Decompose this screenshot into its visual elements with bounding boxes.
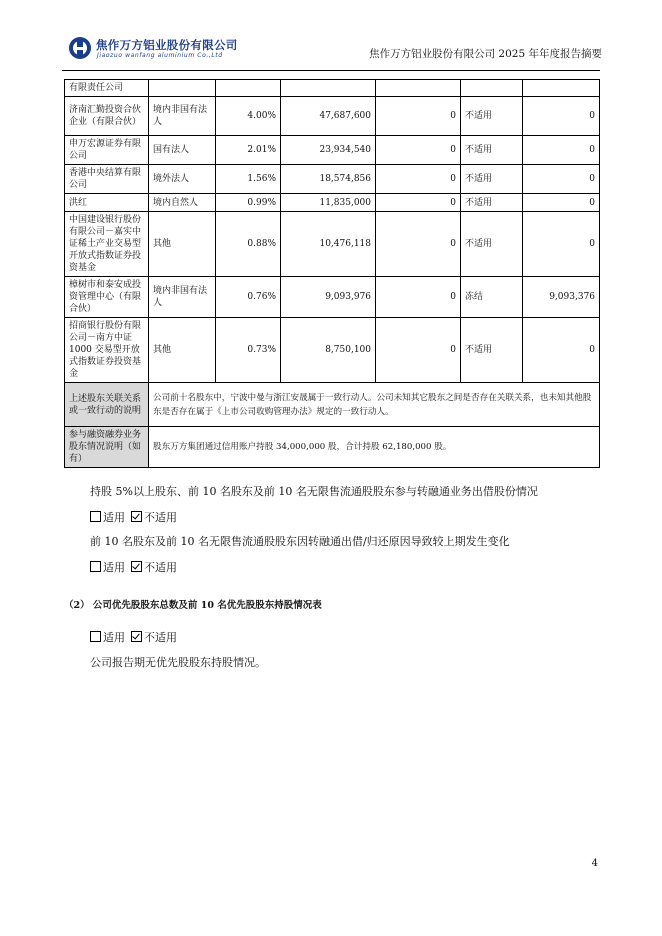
note-label: 参与融资融券业务股东情况说明（如有） xyxy=(65,427,149,468)
cell-restricted: 0 xyxy=(376,136,461,165)
checkbox-not-applicable-checked[interactable] xyxy=(131,511,142,522)
note-text: 股东万方集团通过信用账户持股 34,000,000 股，合计持股 62,180,000 股。 xyxy=(149,427,600,468)
cell-restricted: 0 xyxy=(376,212,461,277)
document-title: 焦作万方铝业股份有限公司 2025 年年度报告摘要 xyxy=(369,48,602,60)
cell-type: 国有法人 xyxy=(149,136,216,165)
cell-status: 不适用 xyxy=(461,97,523,136)
cell-qty: 0 xyxy=(523,318,600,383)
paragraph-no-preferred: 公司报告期无优先股股东持股情况。 xyxy=(90,656,266,669)
cell-qty: 9,093,376 xyxy=(523,277,600,318)
cell-pct: 2.01% xyxy=(216,136,281,165)
cell-pct xyxy=(216,80,281,97)
applicable-label: 适用 xyxy=(103,631,125,644)
table-row xyxy=(65,165,600,194)
cell-status: 不适用 xyxy=(461,165,523,194)
note-text: 公司前十名股东中，宁波中曼与浙江安晟属于一致行动人。公司未知其它股东之间是否存在关联关系，也未知其他股东是否存在属于《上市公司收购管理办法》规定的一致行动人。 xyxy=(149,383,600,427)
table-row xyxy=(65,277,600,318)
cell-status xyxy=(461,80,523,97)
cell-type: 境内非国有法人 xyxy=(149,277,216,318)
cell-shares: 8,750,100 xyxy=(281,318,376,383)
header-divider xyxy=(62,70,600,71)
cell-restricted xyxy=(376,80,461,97)
cell-restricted: 0 xyxy=(376,194,461,212)
cell-qty: 0 xyxy=(523,97,600,136)
cell-shares: 23,934,540 xyxy=(281,136,376,165)
cell-status: 不适用 xyxy=(461,212,523,277)
cell-name: 香港中央结算有限公司 xyxy=(65,165,149,194)
cell-type: 其他 xyxy=(149,318,216,383)
cell-qty: 0 xyxy=(523,136,600,165)
cell-restricted: 0 xyxy=(376,165,461,194)
cell-status: 不适用 xyxy=(461,136,523,165)
option-group-2 xyxy=(90,559,177,575)
cell-name: 招商银行股份有限公司－南方中证 1000 交易型开放式指数证券投资基金 xyxy=(65,318,149,383)
table-row xyxy=(65,194,600,212)
note-row xyxy=(65,427,600,468)
checkbox-not-applicable-checked[interactable] xyxy=(131,561,142,572)
cell-pct: 0.99% xyxy=(216,194,281,212)
cell-qty: 0 xyxy=(523,165,600,194)
checkbox-applicable-unchecked[interactable] xyxy=(90,511,101,522)
section-2-title: （2） 公司优先股股东总数及前 10 名优先股股东持股情况表 xyxy=(64,600,322,611)
cell-shares xyxy=(281,80,376,97)
cell-pct: 0.88% xyxy=(216,212,281,277)
logo-company-name-en: Jiaozuo wanfang aluminium Co.,Ltd xyxy=(97,52,223,59)
cell-name: 樟树市和泰安成投资管理中心（有限合伙） xyxy=(65,277,149,318)
cell-name: 有限责任公司 xyxy=(65,80,149,97)
option-group-1 xyxy=(90,509,177,525)
cell-shares: 9,093,976 xyxy=(281,277,376,318)
cell-type: 境内非国有法人 xyxy=(149,97,216,136)
cell-name: 洪红 xyxy=(65,194,149,212)
cell-type: 其他 xyxy=(149,212,216,277)
table-row xyxy=(65,97,600,136)
cell-pct: 0.76% xyxy=(216,277,281,318)
shareholders-table xyxy=(64,79,600,468)
cell-shares: 47,687,600 xyxy=(281,97,376,136)
cell-restricted: 0 xyxy=(376,97,461,136)
not-applicable-label: 不适用 xyxy=(144,561,177,574)
applicable-label: 适用 xyxy=(103,511,125,524)
cell-pct: 0.73% xyxy=(216,318,281,383)
cell-type xyxy=(149,80,216,97)
checkbox-not-applicable-checked[interactable] xyxy=(131,631,142,642)
note-row xyxy=(65,383,600,427)
page-number: 4 xyxy=(591,858,598,869)
option-group-3 xyxy=(90,629,177,645)
paragraph-lending-change: 前 10 名股东及前 10 名无限售流通股股东因转融通出借/归还原因导致较上期发生变化 xyxy=(90,535,510,548)
table-row xyxy=(65,318,600,383)
cell-status: 不适用 xyxy=(461,318,523,383)
table-row xyxy=(65,80,600,97)
not-applicable-label: 不适用 xyxy=(144,511,177,524)
logo-company-name-cn: 焦作万方铝业股份有限公司 xyxy=(96,38,238,52)
applicable-label: 适用 xyxy=(103,561,125,574)
cell-type: 境外法人 xyxy=(149,165,216,194)
cell-shares: 11,835,000 xyxy=(281,194,376,212)
not-applicable-label: 不适用 xyxy=(144,631,177,644)
note-label: 上述股东关联关系或一致行动的说明 xyxy=(65,383,149,427)
cell-pct: 1.56% xyxy=(216,165,281,194)
checkbox-applicable-unchecked[interactable] xyxy=(90,631,101,642)
cell-type: 境内自然人 xyxy=(149,194,216,212)
table-row xyxy=(65,212,600,277)
cell-qty: 0 xyxy=(523,212,600,277)
cell-name: 申万宏源证券有限公司 xyxy=(65,136,149,165)
paragraph-securities-lending: 持股 5%以上股东、前 10 名股东及前 10 名无限售流通股股东参与转融通业务出借股份情况 xyxy=(90,485,538,498)
cell-status: 冻结 xyxy=(461,277,523,318)
cell-status: 不适用 xyxy=(461,194,523,212)
page-header xyxy=(62,30,602,68)
cell-restricted: 0 xyxy=(376,318,461,383)
cell-qty xyxy=(523,80,600,97)
cell-shares: 10,476,118 xyxy=(281,212,376,277)
cell-pct: 4.00% xyxy=(216,97,281,136)
cell-qty: 0 xyxy=(523,194,600,212)
cell-shares: 18,574,856 xyxy=(281,165,376,194)
logo-emblem-icon xyxy=(68,36,92,60)
cell-name: 济南汇勤投资合伙企业（有限合伙） xyxy=(65,97,149,136)
checkbox-applicable-unchecked[interactable] xyxy=(90,561,101,572)
table-row xyxy=(65,136,600,165)
company-logo xyxy=(62,30,262,68)
cell-name: 中国建设银行股份有限公司－嘉实中证稀土产业交易型开放式指数证券投资基金 xyxy=(65,212,149,277)
cell-restricted: 0 xyxy=(376,277,461,318)
